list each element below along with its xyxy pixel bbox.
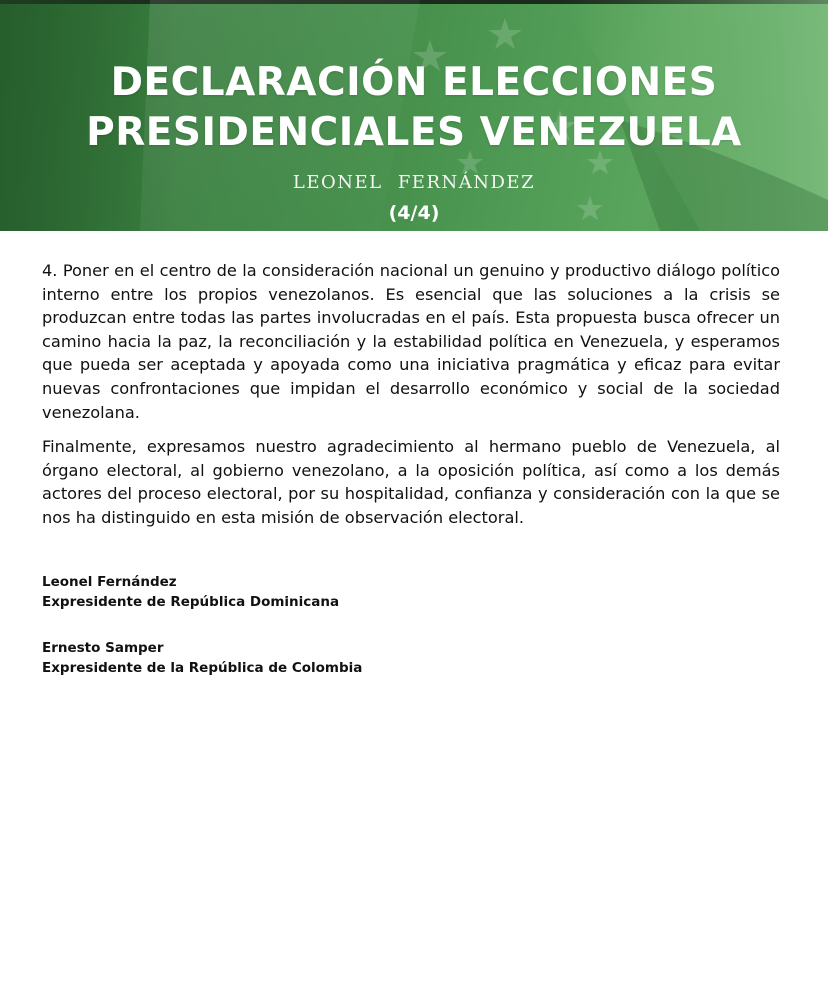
paragraph-point-4: 4. Poner en el centro de la consideración nacional un genuino y productivo diálogo político interno entre los propios venezolanos. Es esencial que las soluciones a la crisis se produzcan entre todas las partes involucradas en el país. Esta propuesta busca ofrecer un camino hacia la paz, la reconciliación y la estabilidad política en Venezuela, y esperamos que pueda ser aceptada y apoyada como una iniciativa pragmática y eficaz para evitar nuevas confrontaciones que impidan el desarrollo económico y social de la sociedad venezolana. (42, 261, 780, 422)
document-body (42, 259, 780, 530)
signatory-title: Expresidente de la República de Colombia (42, 660, 363, 676)
page-indicator: (4/4) (388, 202, 440, 224)
signatory-name: Ernesto Samper (42, 640, 164, 656)
title-line-1: DECLARACIÓN ELECCIONES (110, 60, 718, 105)
signature (42, 572, 742, 612)
page-title (0, 58, 828, 158)
title-line-2: PRESIDENCIALES VENEZUELA (86, 110, 742, 155)
signatory-title: Expresidente de República Dominicana (42, 594, 340, 610)
author-name: LEONEL FERNÁNDEZ (292, 172, 536, 193)
signatures-block (42, 572, 742, 704)
signature (42, 638, 742, 678)
signatory-name: Leonel Fernández (42, 574, 177, 590)
paragraph-closing: Finalmente, expresamos nuestro agradecimiento al hermano pueblo de Venezuela, al órgano electoral, al gobierno venezolano, a la oposición política, así como a los demás actores del proceso electoral, por su hospitalidad, confianza y consideración con la que se nos ha distinguido en esta misión de observación electoral. (42, 437, 780, 527)
header-banner (0, 0, 828, 231)
